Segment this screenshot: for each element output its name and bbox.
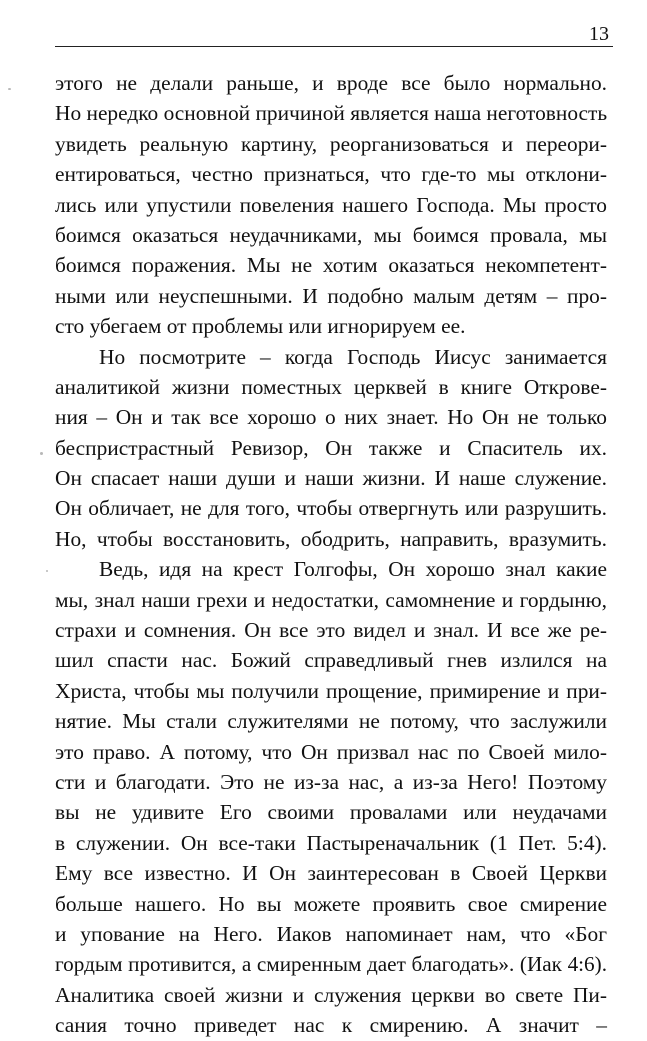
- text-line: гордым противится, а смиренным дает благодать». (Иак 4:6).: [55, 952, 607, 977]
- text-line: Но, чтобы восстановить, ободрить, направить, вразумить.: [55, 526, 607, 551]
- text-line: страхи и сомнения. Он все это видел и знал. И все же ре-: [55, 618, 607, 643]
- text-line: Аналитика своей жизни и служения церкви во свете Пи-: [55, 982, 607, 1007]
- text-line: шил спасти нас. Божий справедливый гнев излился на: [55, 648, 607, 673]
- text-line: ентироваться, честно признаться, что где-то мы отклони-: [55, 162, 607, 187]
- text-line: Ведь, идя на крест Голгофы, Он хорошо знал какие: [99, 557, 607, 582]
- text-line: нятие. Мы стали служителями не потому, что заслужили: [55, 709, 607, 734]
- text-line: боимся оказаться неудачниками, мы боимся провала, мы: [55, 222, 607, 247]
- paragraph-2: [55, 342, 607, 555]
- text-line: боимся поражения. Мы не хотим оказаться некомпетент-: [55, 253, 607, 278]
- paragraph-1: [55, 68, 607, 342]
- text-line: Он обличает, не для того, чтобы отвергнуть или разрушить.: [55, 496, 607, 521]
- text-line: лись или упустили повеления нашего Господа. Мы просто: [55, 192, 607, 217]
- text-line: Христа, чтобы мы получили прощение, примирение и при-: [55, 678, 607, 703]
- page-number: 13: [589, 23, 609, 45]
- text-line: этого не делали раньше, и вроде все было нормально.: [55, 71, 607, 95]
- scan-speck: [46, 570, 48, 572]
- text-line: Ему все известно. И Он заинтересован в Своей Церкви: [55, 861, 607, 886]
- text-line: это право. А потому, что Он призвал нас по Своей мило-: [55, 739, 607, 764]
- paragraph-3: [55, 554, 607, 1040]
- scan-speck: [8, 88, 11, 90]
- text-line: больше нашего. Но вы можете проявить свое смирение: [55, 891, 607, 916]
- text-line: мы, знал наши грехи и недостатки, самомнение и гордыню,: [55, 587, 607, 612]
- text-line: сти и благодати. Это не из-за нас, а из-за Него! Поэтому: [55, 769, 607, 794]
- text-line: увидеть реальную картину, реорганизоваться и переори-: [55, 131, 607, 156]
- scan-speck: [40, 452, 43, 455]
- header-rule: [55, 46, 613, 47]
- body-text: [55, 68, 607, 1041]
- text-line: Он спасает наши души и наши жизни. И наше служение.: [55, 466, 607, 491]
- text-line: ными или неуспешными. И подобно малым детям – про-: [55, 283, 607, 308]
- text-line: и упование на Него. Иаков напоминает нам, что «Бог: [55, 921, 607, 946]
- text-line: в служении. Он все-таки Пастыреначальник (1 Пет. 5:4).: [55, 830, 607, 855]
- text-line: Но нередко основной причиной является наша неготовность: [55, 101, 608, 126]
- text-line: вы не удивите Его своими провалами или неудачами: [55, 800, 607, 825]
- text-line: сания точно приведет нас к смирению. А значит –: [55, 1013, 607, 1038]
- text-line: Но посмотрите – когда Господь Иисус занимается: [99, 344, 607, 369]
- text-line: беспристрастный Ревизор, Он также и Спаситель их.: [55, 435, 607, 460]
- text-line: ния – Он и так все хорошо о них знает. Но Он не только: [55, 405, 607, 430]
- text-line: аналитикой жизни поместных церквей в книге Открове-: [55, 374, 607, 399]
- text-line: сто убегаем от проблемы или игнорируем ее.: [55, 314, 466, 339]
